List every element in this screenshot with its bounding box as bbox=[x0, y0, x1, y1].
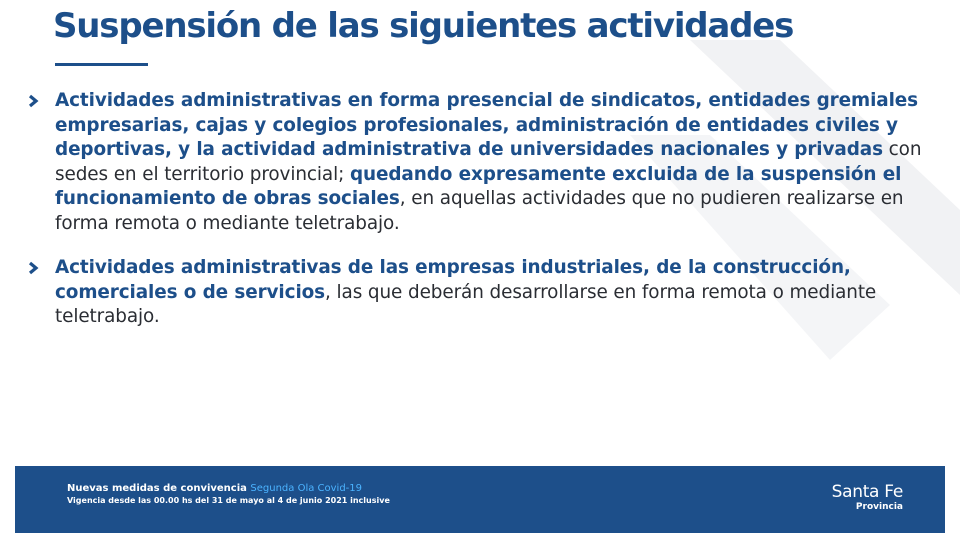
footer-campaign-title: Nuevas medidas de convivencia bbox=[67, 483, 247, 494]
logo-main-text: Santa Fe bbox=[831, 482, 903, 502]
slide-title: Suspensión de las siguientes actividades bbox=[53, 6, 794, 46]
bullet-1-bold-2: quedando expresamente excluida de la suspensión el funcionamiento de obras sociales bbox=[55, 163, 902, 209]
santa-fe-logo bbox=[832, 482, 903, 512]
bullet-1-regular-2: , en aquellas actividades que no pudieren realizarse en forma remota o mediante teletrabajo. bbox=[55, 188, 904, 234]
bullet-2-bold-1: Actividades administrativas de las empresas industriales, de la construcción, comerciales o de servicios bbox=[55, 257, 851, 303]
bullet-1-bold-1: Actividades administrativas en forma presencial de sindicatos, entidades gremiales empresarias, cajas y colegios profesionales, administración de entidades civiles y deportivas, y la actividad administrativa de universidades nacionales y privadas bbox=[55, 90, 919, 160]
chevron-right-icon bbox=[27, 261, 41, 275]
footer-bar bbox=[15, 466, 945, 533]
logo-sub-text: Provincia bbox=[855, 502, 903, 512]
title-underline bbox=[55, 63, 148, 66]
bullet-1-text bbox=[55, 90, 921, 234]
bullet-item-2 bbox=[55, 256, 935, 330]
bullet-2-regular-1: , las que deberán desarrollarse en forma remota o mediante teletrabajo. bbox=[55, 281, 877, 327]
bullet-1-regular-1: con sedes en el territorio provincial; bbox=[55, 139, 922, 185]
footer-campaign-subtitle: Segunda Ola Covid-19 bbox=[250, 483, 363, 494]
bullet-2-text bbox=[55, 257, 876, 327]
chevron-right-icon bbox=[27, 94, 41, 108]
footer-validity-text: Vigencia desde las 00.00 hs del 31 de mayo al 4 de junio 2021 inclusive bbox=[67, 496, 390, 505]
bullet-item-1 bbox=[55, 89, 935, 236]
footer-campaign-line bbox=[67, 483, 362, 494]
